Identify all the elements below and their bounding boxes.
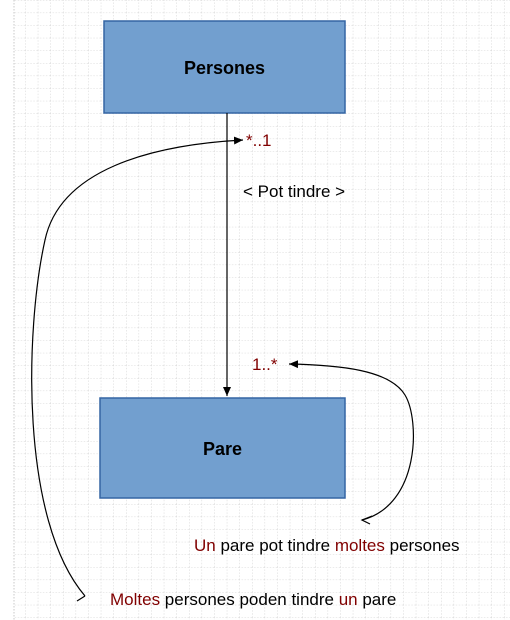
note-right-word-4: persones xyxy=(384,536,460,555)
note-left-word-un: un xyxy=(338,590,358,609)
note-left-word-4: pare xyxy=(357,590,397,609)
note-right-word-un: Un xyxy=(194,536,216,555)
entity-persones-label: Persones xyxy=(183,58,266,78)
multiplicity-top: *..1 xyxy=(246,131,272,150)
note-right xyxy=(194,536,460,555)
entity-persones[interactable] xyxy=(104,21,345,113)
multiplicity-bottom: 1..* xyxy=(252,355,278,374)
entity-pare[interactable] xyxy=(100,398,345,498)
relation-label: < Pot tindre > xyxy=(243,182,346,201)
note-right-word-2: pare pot tindre xyxy=(215,536,335,555)
note-left-word-moltes: Moltes xyxy=(110,590,161,609)
note-left xyxy=(110,590,396,609)
entity-pare-label: Pare xyxy=(202,439,243,459)
note-right-word-moltes: moltes xyxy=(334,536,385,555)
note-left-word-2: persones poden tindre xyxy=(160,590,339,609)
